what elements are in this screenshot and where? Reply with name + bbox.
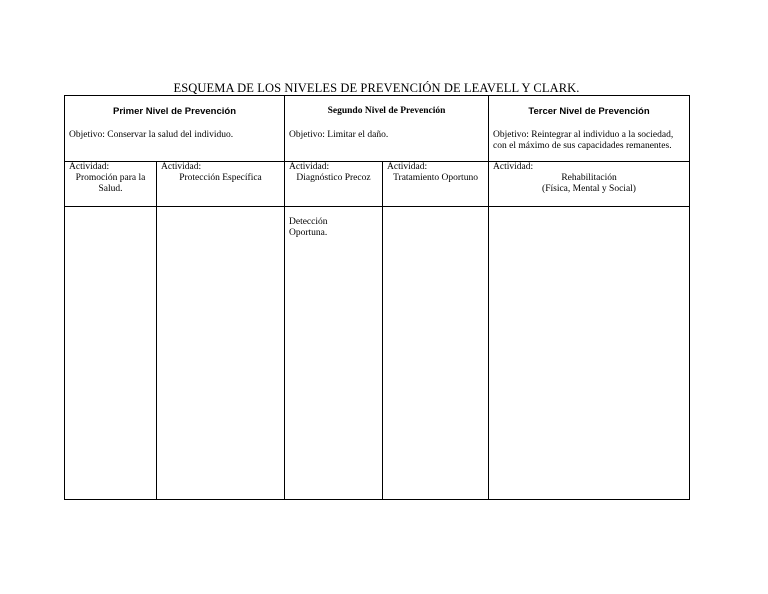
activity-name: Promoción para la Salud. xyxy=(75,173,146,194)
content-cell xyxy=(285,207,383,500)
level-2-header xyxy=(285,96,489,162)
activity-label: Actividad: xyxy=(289,162,330,172)
level-2-objective: Objetivo: Limitar el daño. xyxy=(289,130,389,140)
deteccion-note: Detección Oportuna. xyxy=(289,217,328,238)
level-1-objective: Objetivo: Conservar la salud del individuo. xyxy=(69,130,234,140)
activity-name: Diagnóstico Precoz xyxy=(296,173,371,183)
content-row xyxy=(65,207,690,500)
activity-label: Actividad: xyxy=(493,162,534,172)
level-2-title: Segundo Nivel de Prevención xyxy=(327,106,446,116)
activities-row xyxy=(65,162,690,207)
content-cell xyxy=(157,207,285,500)
activity-cell-promocion xyxy=(65,162,157,207)
content-cell xyxy=(489,207,690,500)
level-1-header xyxy=(65,96,285,162)
content-cell xyxy=(65,207,157,500)
level-1-title: Primer Nivel de Prevención xyxy=(112,106,237,117)
level-3-objective: Objetivo: Reintegrar al individuo a la sociedad, con el máximo de sus capacidades remanentes. xyxy=(493,130,674,151)
activity-cell-proteccion xyxy=(157,162,285,207)
activity-label: Actividad: xyxy=(387,162,428,172)
activity-name-line2: (Física, Mental y Social) xyxy=(542,184,636,194)
activity-cell-rehabilitacion xyxy=(489,162,690,207)
levels-header-row xyxy=(65,96,690,162)
level-3-header xyxy=(489,96,690,162)
activity-name: Protección Específica xyxy=(179,173,262,183)
activity-name: Tratamiento Oportuno xyxy=(393,173,478,183)
page-title: ESQUEMA DE LOS NIVELES DE PREVENCIÓN DE LEAVELL Y CLARK. xyxy=(173,81,580,95)
activity-cell-diagnostico xyxy=(285,162,383,207)
prevention-levels-table xyxy=(64,95,690,500)
activity-cell-tratamiento xyxy=(383,162,489,207)
level-3-title: Tercer Nivel de Prevención xyxy=(528,106,650,117)
activity-label: Actividad: xyxy=(69,162,110,172)
content-cell xyxy=(383,207,489,500)
activity-label: Actividad: xyxy=(161,162,202,172)
activity-name-line1: Rehabilitación xyxy=(561,173,617,183)
